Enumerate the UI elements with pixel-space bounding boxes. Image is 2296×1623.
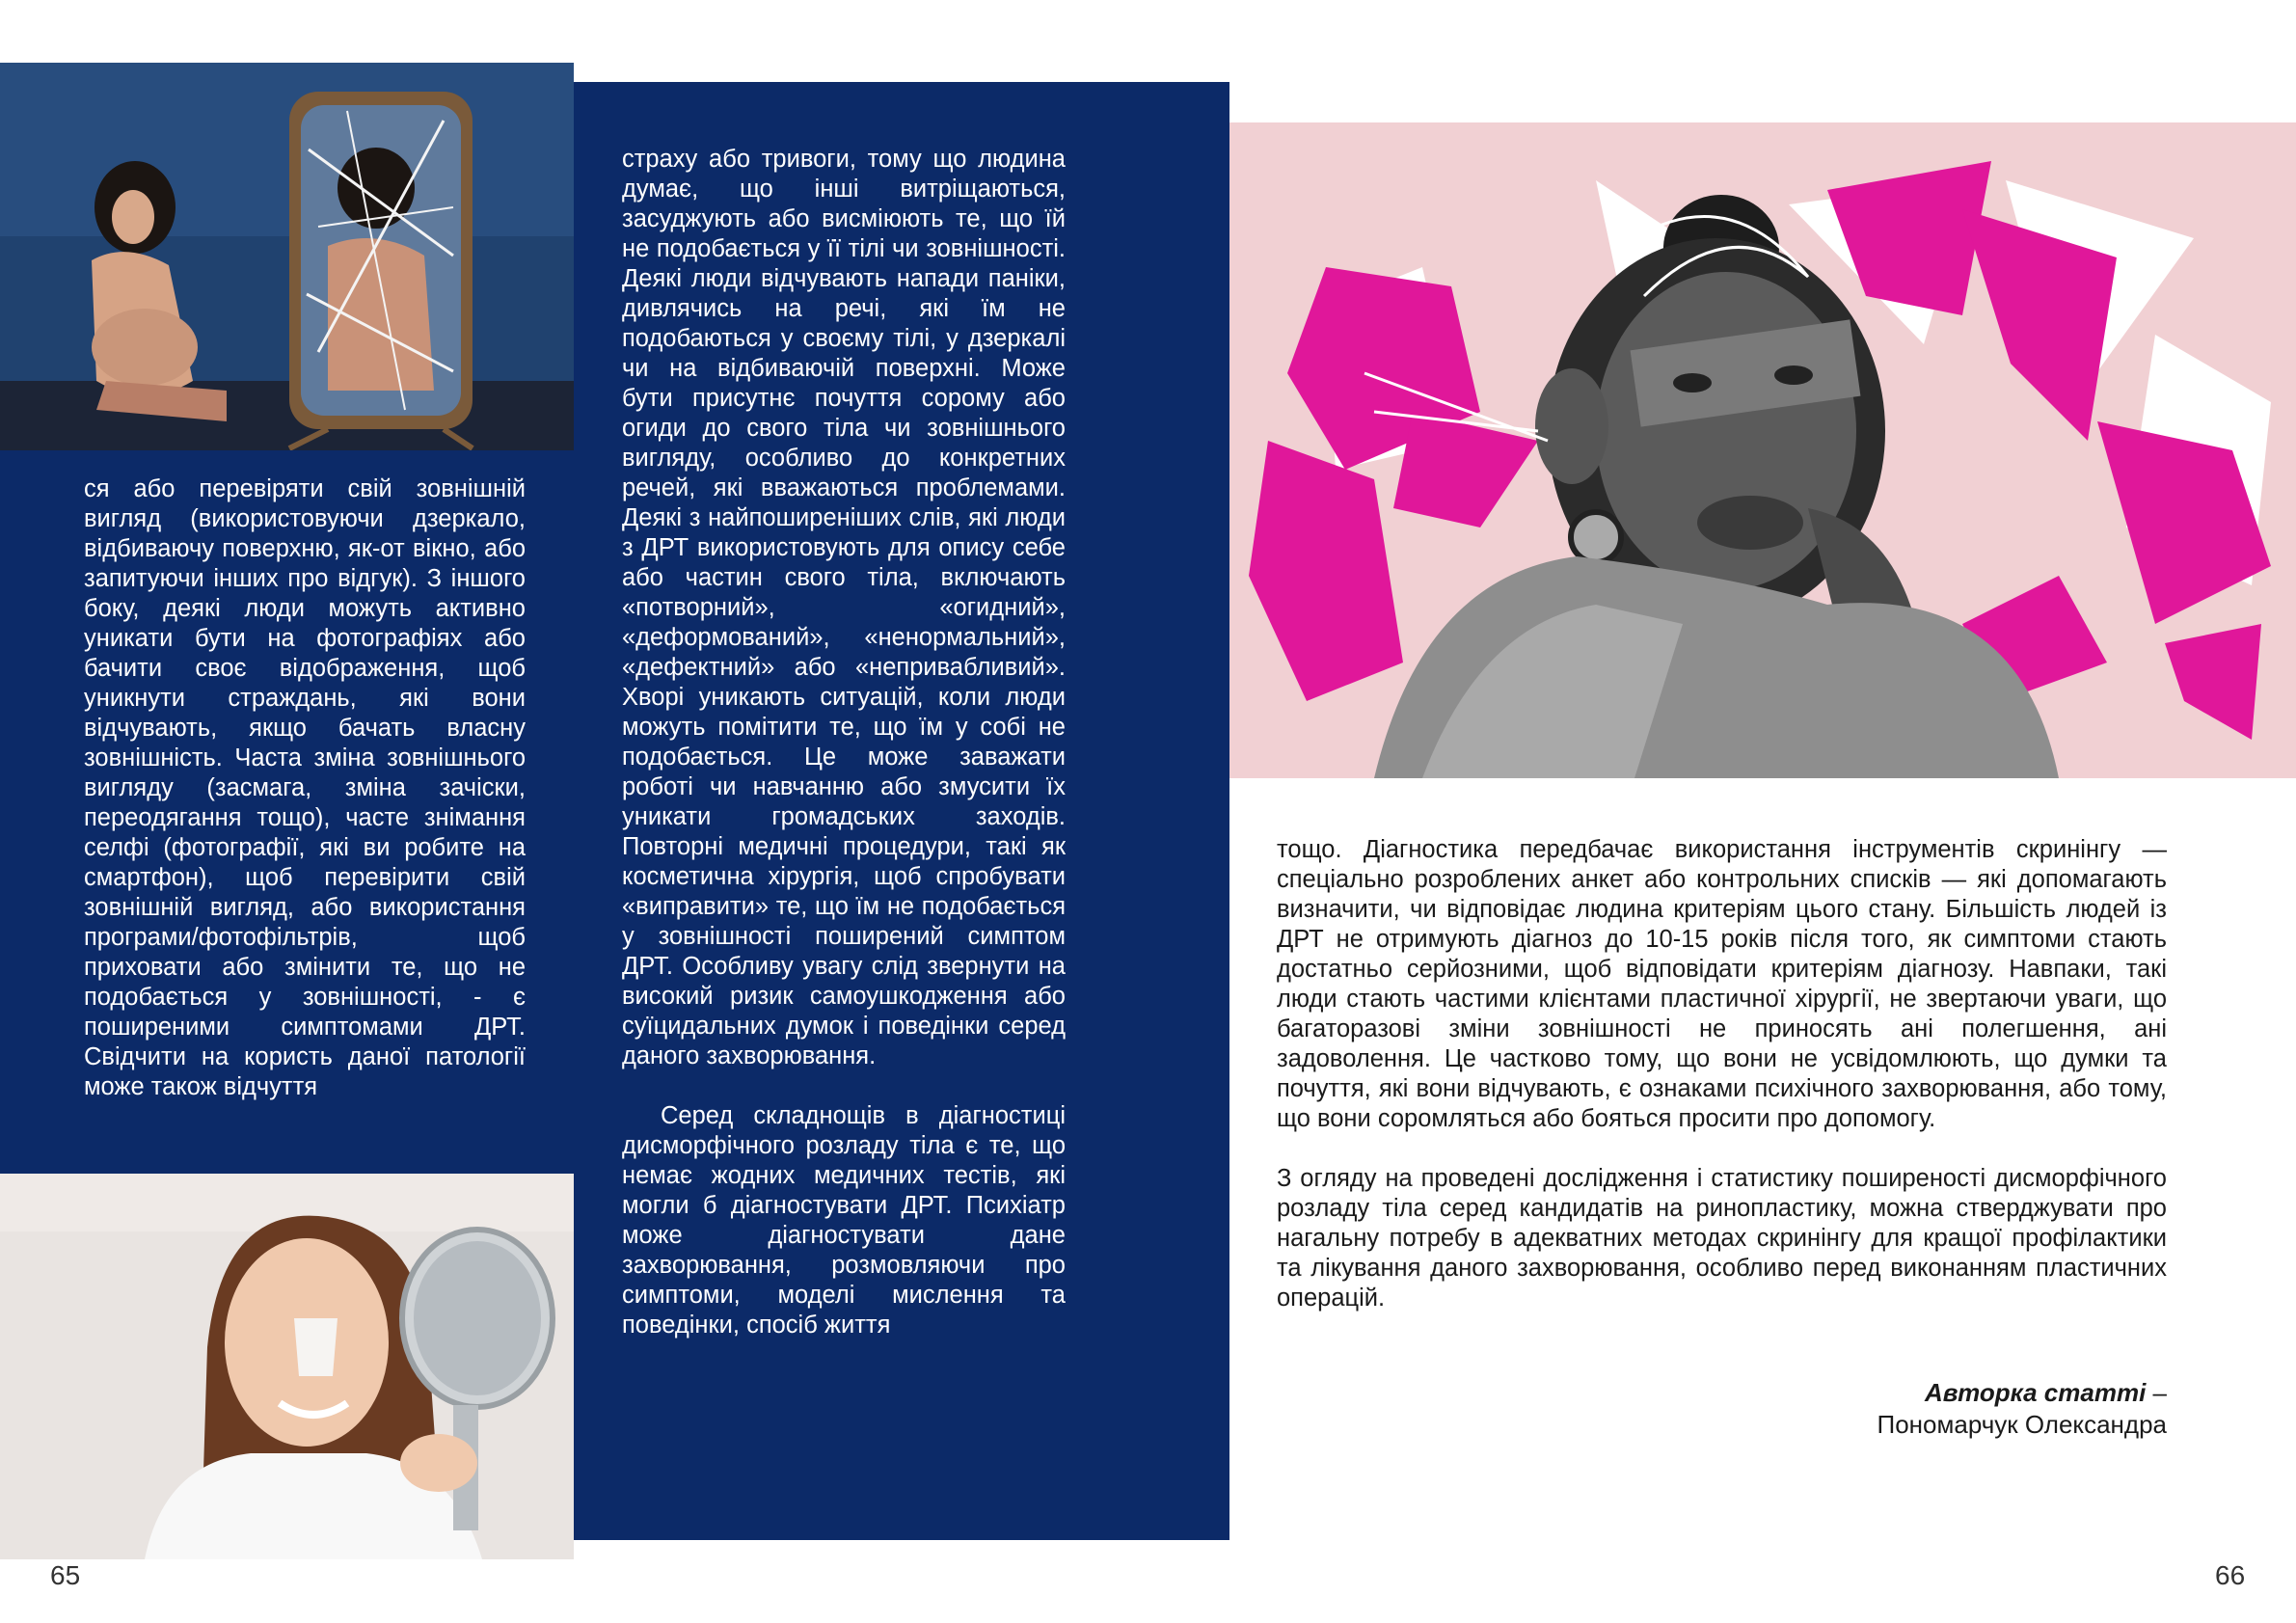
paragraph: тощо. Діагностика передбачає використання інструментів скринінгу — спеціально розроблених анкет або контрольних списків — які допомагають визначити, чи відповідає людина критеріям цього стану. Більшість людей із ДРТ не отримують діагноз до 10-15 років після того, як симптоми стають достатньо серйозними, щоб відповідати критеріям діагнозу. Навпаки, такі люди стають частими клієнтами пластичної хірургії, не звертаючи уваги, що багаторазові зміни зовнішності не приносять ані полегшення, ані задоволення. Це частково тому, що вони не усвідомлюють, що думки та почуття, які вони відчувають, є ознаками психічного захворювання, або тому, що вони соромляться або бояться просити про допомогу. — [1277, 836, 2167, 1132]
collage-portrait-image — [1229, 122, 2296, 778]
paragraph: страху або тривоги, тому що людина думає, що інші витріщаються, засуджують або висміюють те, що їй не подобається у її тілі чи зовнішності. Деякі люди відчувають напади паніки, дивлячись на речі, які їм не подобаються у своєму тілі, у дзеркалі чи на відбиваючій поверхні. Може бути присутнє почуття сорому або огиди до свого тіла чи зовнішнього вигляду, особливо до конкретних речей, які вважаються проблемами. Деякі з найпоширеніших слів, які люди з ДРТ використовують для опису себе або частин свого тіла, включають «потворний», «огидний», «деформований», «ненормальний», «дефектний» або «непривабливий». Хворі уникають ситуацій, коли люди можуть помітити те, що їм у собі не подобається. Це може заважати роботі чи навчанню або змусити їх уникати громадських заходів. Повторні медичні процедури, такі як косметична хірургія, щоб спробувати «виправити» те, що їм не подобається у зовнішності поширений симптом ДРТ. Особливу увагу слід звернути на високий ризик самоушкодження або суїцидальних думок і поведінки серед даного захворювання. — [622, 146, 1066, 1069]
author-name: Пономарчук Олександра — [1877, 1410, 2167, 1439]
body-text-column-2 — [622, 145, 1066, 1340]
page-number-right: 66 — [2215, 1560, 2246, 1590]
body-text-column-1 — [84, 474, 526, 1102]
paragraph: ся або перевіряти свій зовнішній вигляд (використовуючи дзеркало, відбиваючу поверхню, як-от вікно, або запитуючи інших про відгук). З іншого боку, деякі люди можуть активно уникати бути на фотографіях або бачити своє відображення, щоб уникнути страждань, які вони відчувають, якщо бачать власну зовнішність. Часта зміна зовнішнього вигляду (засмага, зміна зачіски, переодягання тощо), часте знімання селфі (фотографії, які ви робите на смартфон), щоб перевірити свій зовнішній вигляд, або використання програми/фотофільтрів, щоб приховати або змінити те, що не подобається у зовнішності, - є поширеними симптомами ДРТ. Свідчити на користь даної патології може також відчуття — [84, 475, 526, 1100]
mirror-illustration — [0, 63, 574, 450]
page-number-left: 65 — [50, 1560, 81, 1590]
nose-bandage-photo — [0, 1174, 574, 1559]
author-credit — [1639, 1377, 2167, 1441]
author-label: Авторка статті — [1924, 1378, 2147, 1407]
paragraph: Серед складнощів в діагностиці дисморфічного розладу тіла є те, що немає жодних медичних тестів, які могли б діагностувати ДРТ. Психіатр може діагностувати дане захворювання, розмовляючи про симптоми, моделі мислення та поведінки, спосіб життя — [622, 1102, 1066, 1339]
author-dash: – — [2146, 1378, 2167, 1407]
paragraph: З огляду на проведені дослідження і статистику поширеності дисморфічного розладу тіла серед кандидатів на ринопластику, можна стверджувати про нагальну потребу в адекватних методах скринінгу для кращої профілактики та лікування даного захворювання, особливо перед виконанням пластичних операцій. — [1277, 1165, 2167, 1312]
body-text-right — [1277, 835, 2167, 1313]
